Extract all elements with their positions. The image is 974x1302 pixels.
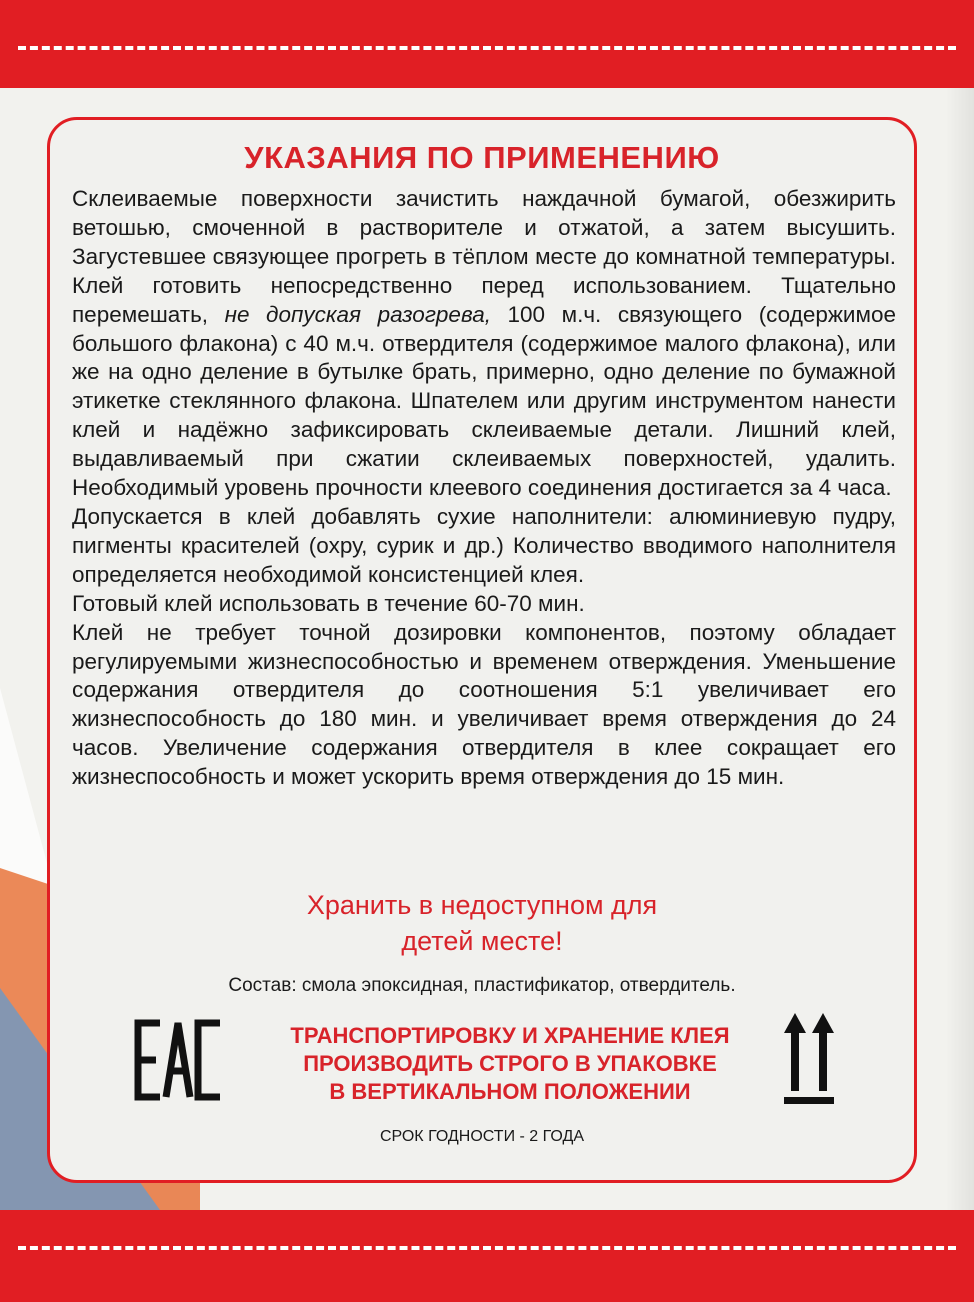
box-side-edge (946, 88, 974, 1210)
instruction-paragraph: Клей не требует точной дозировки компонентов, поэтому обладает регулируемыми жизнеспособностью и временем отверждения. Уменьшение содержания отвердителя до соотношения 5:1 увеличивает его жизнеспособность до 180 мин. и увеличивает время отверждения до 24 часов. Увеличение содержания отвердителя в клее сокращает его жизнеспособность и может ускорить время отверждения до 15 мин. (72, 619, 896, 790)
instruction-paragraph: Склеиваемые поверхности зачистить наждачной бумагой, обезжирить ветошью, смоченной в растворителе и отжатой, а затем высушить. Загустевшее связующее прогреть в тёплом месте до комнатной температуры. Клей готовить непосредственно перед использованием. Тщательно перемешать, не допуская разогрева, 100 м.ч. связующего (содержимое большого флакона) с 40 м.ч. отвердителя (содержимое малого флакона), или же на одно деление в бутылке брать, примерно, одно деление по бумажной этикетке стеклянного флакона. Шпателем или другим инструментом нанести клей и надёжно зафиксировать склеиваемые детали. Лишний клей, выдавливаемый при сжатии склеиваемых поверхностей, удалить. Необходимый уровень прочности клеевого соединения достигается за 4 часа. (72, 186, 896, 501)
eac-mark-icon (134, 1015, 224, 1105)
transport-notice: ТРАНСПОРТИРОВКУ И ХРАНЕНИЕ КЛЕЯ ПРОИЗВОДИТЬ СТРОГО В УПАКОВКЕ В ВЕРТИКАЛЬНОМ ПОЛОЖЕНИИ (290, 1023, 730, 1104)
bottom-red-band (0, 1210, 974, 1302)
shelf-life: СРОК ГОДНОСТИ - 2 ГОДА (379, 1128, 584, 1145)
instructions-text (72, 185, 896, 792)
this-way-up-icon (784, 1013, 834, 1105)
instructions-panel (47, 117, 917, 1183)
instruction-paragraph: Допускается в клей добавлять сухие наполнители: алюминиевую пудру, пигменты красителей (охру, сурик и др.) Количество вводимого наполнителя определяется необходимой консистенцией клея. (72, 503, 896, 587)
storage-warning: Хранить в недоступном для детей месте! (306, 890, 658, 956)
top-stitch-line (18, 46, 956, 50)
composition-text: Состав: смола эпоксидная, пластификатор, отвердитель. (228, 975, 736, 996)
instruction-paragraph: Готовый клей использовать в течение 60-70 мин. (72, 590, 585, 616)
page-title: УКАЗАНИЯ ПО ПРИМЕНЕНИЮ (244, 140, 720, 175)
italic-note: не допуская разогрева, (224, 301, 491, 327)
bottom-stitch-line (18, 1246, 956, 1250)
top-red-band (0, 0, 974, 88)
